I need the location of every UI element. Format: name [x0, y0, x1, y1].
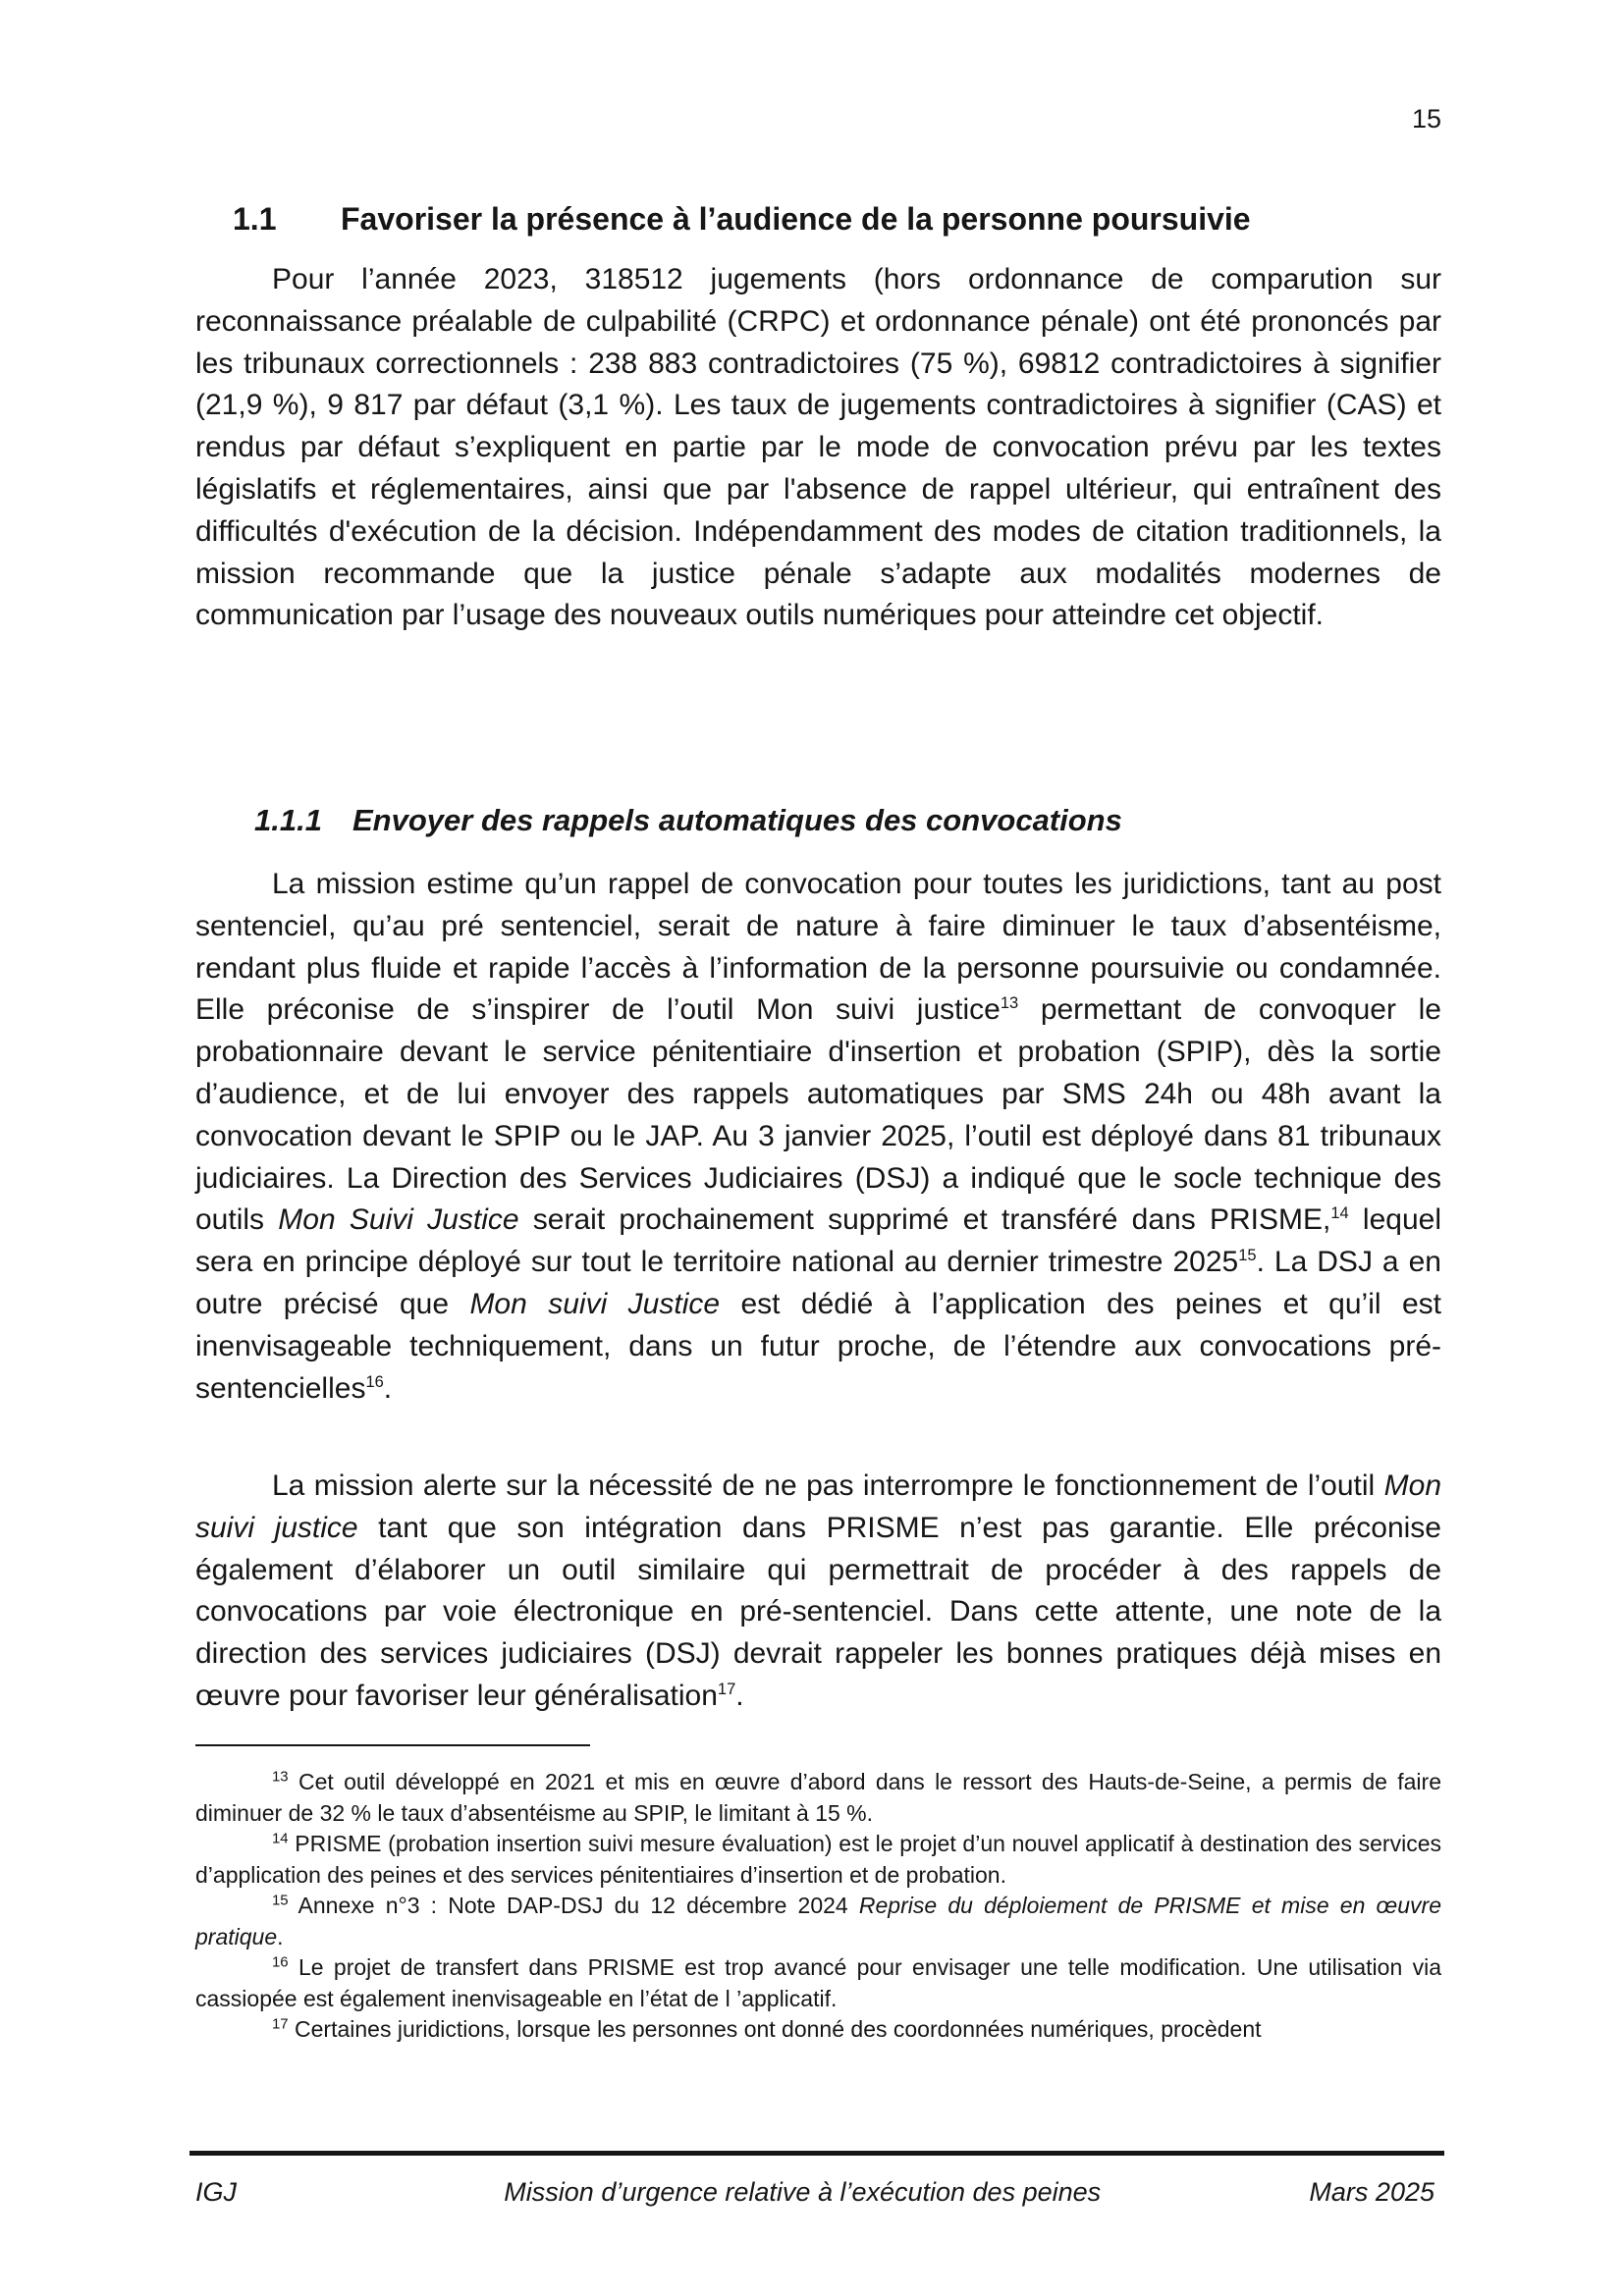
footnote-number: 13 [272, 1768, 289, 1786]
footnote-16 [195, 1952, 1441, 2014]
footnote-14 [195, 1829, 1441, 1891]
footer-org: IGJ [195, 2177, 238, 2207]
page-number: 15 [1411, 104, 1441, 133]
text-run: serait prochainement supprimé et transféré dans PRISME, [518, 1203, 1331, 1237]
body-paragraph [195, 864, 1441, 1410]
footnote-15 [195, 1891, 1441, 1952]
footnote-number: 16 [272, 1953, 289, 1971]
footnote-ref-15[interactable]: 15 [1238, 1247, 1257, 1265]
footnote-ref-14[interactable]: 14 [1330, 1204, 1349, 1223]
footnote-text: PRISME (probation insertion suivi mesure évaluation) est le projet d’un nouvel applicatif à destination des services d’application des peines et des services pénitentiaires d’insertion et de probation. [195, 1831, 1441, 1888]
subsection-number: 1.1.1 [254, 803, 322, 837]
footer-rule [189, 2151, 1444, 2156]
subsection-heading-1-1-1 [254, 803, 1122, 838]
text-run: La mission estime qu’un rappel de convocation pour toutes les juridictions, tant au post sentenciel, qu’au pré sentenciel, serait de nature à faire diminuer le taux d’absentéisme, rendant plus fluide et rapide l’accès à l’information de la personne poursuivie ou condamnée. Elle préconise de s’inspirer de l’outil Mon suivi justice [195, 868, 1441, 1027]
italic-text-run: Mon suivi justice [195, 1469, 1441, 1544]
section-heading-1-1 [195, 201, 1251, 238]
footnote-17 [195, 2014, 1441, 2046]
text-run: tant que son intégration dans PRISME n’est pas garantie. Elle préconise également d’élaborer un outil similaire qui permettrait de procéder à des rappels de convocations par voie électronique en pré-sentenciel. Dans cette attente, une note de la direction des services judiciaires (DSJ) devrait rappeler les bonnes pratiques déjà mises en œuvre pour favoriser leur généralisation [195, 1511, 1441, 1712]
footnote-ref-17[interactable]: 17 [717, 1680, 736, 1698]
subsection-title: Envoyer des rappels automatiques des convocations [352, 803, 1122, 837]
footer-date: Mars 2025 [1309, 2177, 1435, 2207]
footnote-text: Le projet de transfert dans PRISME est trop avancé pour envisager une telle modification. Une utilisation via cassiopée est également inenvisageable en l’état de l ’applicatif. [195, 1954, 1441, 2011]
footnote-text: . [277, 1923, 284, 1949]
footnote-text: Certaines juridictions, lorsque les personnes ont donné des coordonnées numériques, procèdent [288, 2016, 1262, 2042]
footnote-ref-13[interactable]: 13 [1000, 994, 1019, 1013]
footnote-number: 17 [272, 2015, 289, 2033]
italic-text-run: Mon suivi Justice [469, 1287, 721, 1320]
footnote-number: 15 [272, 1892, 289, 1909]
intro-paragraph: Pour l’année 2023, 318512 jugements (hors ordonnance de comparution sur reconnaissance préalable de culpabilité (CRPC) et ordonnance pénale) ont été prononcés par les tribunaux correctionnels : 238 883 contradictoires (75 %), 69812 contradictoires à signifier (21,9 %), 9 817 par défaut (3,1 %). Les taux de jugements contradictoires à signifier (CAS) et rendus par défaut s’expliquent en partie par le mode de convocation prévu par les textes législatifs et réglementaires, ainsi que par l'absence de rappel ultérieur, qui entraînent des difficultés d'exécution de la décision. Indépendamment des modes de citation traditionnels, la mission recommande que la justice pénale s’adapte aux modalités modernes de communication par l’usage des nouveaux outils numériques pour atteindre cet objectif. [195, 263, 1441, 632]
body-paragraph [195, 1466, 1441, 1718]
footnote-separator [195, 1744, 590, 1746]
footnote-ref-16[interactable]: 16 [365, 1372, 384, 1391]
footnote-italic-title: Reprise du déploiement de PRISME et mise en œuvre pratique [195, 1893, 1442, 1949]
page-footer [195, 2177, 1435, 2208]
italic-text-run: Mon Suivi Justice [278, 1203, 519, 1237]
text-run: est dédié à l’application des peines et qu’il est inenvisageable techniquement, dans un futur proche, de l’étendre aux convocations pré-sentencielles [195, 1287, 1441, 1405]
footnote-text: Cet outil développé en 2021 et mis en œuvre d’abord dans le ressort des Hauts-de-Seine, a permis de faire diminuer de 32 % le taux d’absentéisme au SPIP, le limitant à 15 %. [195, 1769, 1441, 1826]
section-title: Favoriser la présence à l’audience de la personne poursuivie [341, 201, 1251, 237]
text-run: La mission alerte sur la nécessité de ne pas interrompre le fonctionnement de l’outil [272, 1469, 1384, 1502]
text-run: permettant de convoquer le probationnaire devant le service pénitentiaire d'insertion et probation (SPIP), dès la sortie d’audience, et de lui envoyer des rappels automatiques par SMS 24h ou 48h avant la convocation devant le SPIP ou le JAP. Au 3 janvier 2025, l’outil est déployé dans 81 tribunaux judiciaires. La Direction des Services Judiciaires (DSJ) a indiqué que le socle technique des outils [195, 993, 1441, 1237]
text-run: lequel sera en principe déployé sur tout le territoire national au dernier trimestre 2025 [195, 1203, 1441, 1279]
text-run: . La DSJ a en outre précisé que [195, 1246, 1441, 1320]
text-run: . [735, 1679, 744, 1712]
text-run: . [383, 1371, 393, 1405]
footer-report-title: Mission d’urgence relative à l’exécution des peines [504, 2177, 1102, 2207]
section-number: 1.1 [233, 201, 277, 237]
footnotes [195, 1767, 1441, 2046]
footnote-text: Annexe n°3 : Note DAP-DSJ du 12 décembre 2024 [288, 1893, 859, 1918]
footnote-number: 14 [272, 1830, 289, 1847]
footnote-13 [195, 1767, 1441, 1829]
